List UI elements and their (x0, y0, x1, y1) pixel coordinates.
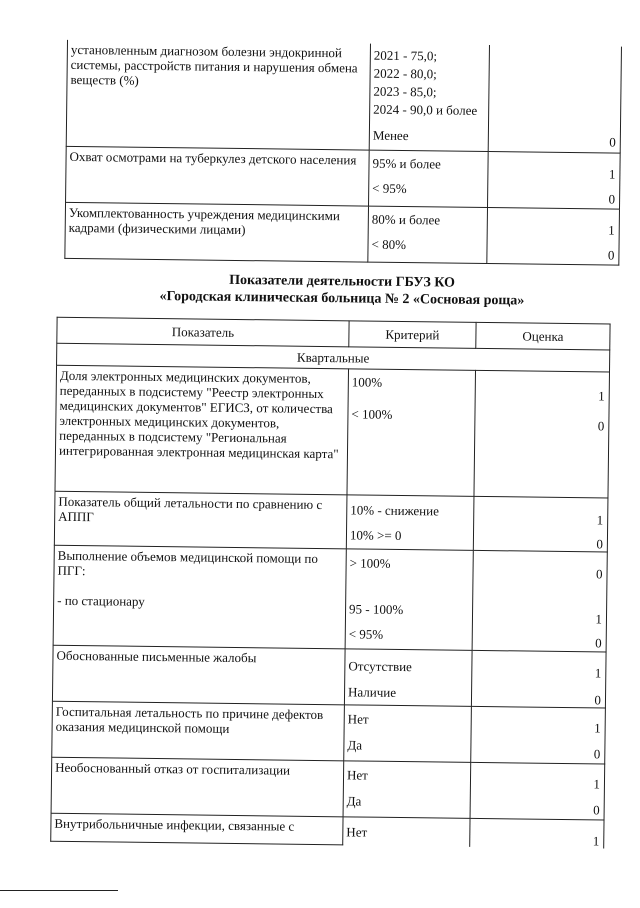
indicator-subtext: - по стационару (57, 592, 145, 609)
table-row (51, 813, 604, 848)
score-value: 0 (595, 566, 603, 582)
criterion-text: < 100% (351, 406, 393, 422)
score-cell (472, 550, 607, 652)
score-value: 1 (594, 720, 601, 736)
indicator-cell (65, 202, 369, 262)
indicator-text: установленным диагнозом болезни эндокринной системы, расстройств питания и нарушения обмена веществ (%) (70, 41, 358, 88)
criterion-text: Менее (372, 127, 409, 144)
table-row (65, 202, 620, 265)
table-row (55, 365, 609, 498)
score-value: 0 (609, 134, 616, 150)
score-value: 1 (593, 776, 601, 792)
indicator-text: Необоснованный отказ от госпитализации (55, 759, 291, 778)
indicator-cell (51, 813, 343, 845)
criterion-text: 100% (351, 374, 383, 390)
criterion-text: 2023 - 85,0; (373, 83, 437, 100)
criterion-cell (344, 705, 472, 763)
score-cell (470, 818, 604, 848)
criterion-cell (345, 549, 473, 651)
criterion-text: 95 - 100% (348, 601, 404, 618)
criterion-cell (369, 150, 489, 207)
criterion-cell (344, 649, 472, 707)
score-cell (474, 370, 610, 498)
criterion-text: Наличие (347, 684, 397, 700)
criterion-text: 10% >= 0 (349, 527, 402, 544)
indicators-table (50, 317, 610, 849)
column-header-score: Оценка (476, 322, 610, 350)
score-cell (470, 762, 605, 820)
score-value: 1 (592, 833, 600, 849)
criterion-text: Нет (347, 711, 369, 727)
score-value: 1 (598, 388, 605, 404)
indicator-cell (52, 701, 345, 761)
indicator-cell (51, 757, 344, 817)
quarterly-subheader: Квартальные (57, 343, 610, 372)
indicator-text: Обоснованные письменные жалобы (56, 647, 257, 666)
score-cell (487, 207, 620, 265)
column-header-indicator: Показатель (57, 317, 349, 347)
score-value: 0 (593, 746, 601, 762)
indicator-cell (53, 545, 346, 649)
table-row (66, 40, 621, 153)
score-value: 0 (593, 802, 600, 818)
criterion-text: 2022 - 80,0; (373, 65, 437, 82)
criterion-cell (369, 44, 489, 151)
indicator-cell (66, 146, 370, 206)
criterion-text: < 95% (348, 626, 384, 642)
score-cell (473, 496, 608, 552)
table-row (54, 491, 608, 552)
criterion-cell (346, 495, 474, 551)
indicator-cell (66, 40, 370, 150)
indicator-text: Доля электронных медицинских документов, переданных в подсистему "Реестр электронных медицинских документов" ЕГИСЗ, от количества электронных медицинских документов, переданных в подсистему "Региональная интегрированная электронная медицинская карта" (58, 367, 339, 462)
criterion-cell (343, 761, 471, 819)
indicator-cell (55, 365, 349, 495)
criterion-text: Нет (346, 824, 368, 840)
criterion-cell (347, 369, 476, 497)
criterion-text: < 95% (372, 180, 407, 196)
score-value: 0 (595, 635, 602, 651)
footnote-rule (0, 890, 118, 891)
criterion-text: < 80% (371, 236, 407, 252)
indicator-cell (54, 491, 347, 549)
column-header-criterion: Критерий (349, 321, 476, 349)
indicator-text: Показатель общий летальности по сравнению с АППГ (58, 493, 323, 525)
table-row (66, 146, 621, 209)
score-cell (471, 650, 606, 708)
table-row (52, 645, 606, 708)
score-value: 0 (608, 191, 616, 207)
criterion-text: 95% и более (372, 155, 441, 171)
criterion-text: 10% - снижение (350, 502, 439, 519)
score-value: 1 (595, 611, 603, 627)
criterion-cell (343, 817, 470, 847)
score-cell (471, 706, 606, 764)
criterion-text: Да (347, 737, 363, 753)
score-value: 1 (608, 166, 616, 182)
criterion-text: > 100% (349, 555, 391, 571)
score-value: 1 (596, 512, 604, 528)
score-value: 0 (597, 418, 605, 434)
indicator-text: Внутрибольничные инфекции, связанные с (54, 815, 295, 834)
section-title-line-2: «Городская клиническая больница № 2 «Сосновая роща» (159, 289, 525, 309)
criterion-text: 80% и более (371, 211, 441, 227)
criterion-text: Да (346, 793, 362, 809)
table-row (51, 757, 605, 820)
score-value: 1 (594, 665, 602, 681)
criterion-text: 2024 - 90,0 и более (373, 101, 478, 118)
table-row (52, 701, 606, 764)
indicator-text: Охват осмотрами на туберкулез детского населения (69, 148, 357, 167)
indicator-text: Укомплектованность учреждения медицинскими кадрами (физическими лицами) (68, 204, 340, 237)
indicator-cell (52, 645, 345, 705)
score-value: 0 (594, 692, 602, 708)
indicator-text: Выполнение объемов медицинской помощи по ПГГ: (57, 547, 319, 579)
table-row (53, 545, 607, 652)
indicator-text: Госпитальная летальность по причине дефектов оказания медицинской помощи (55, 703, 324, 736)
criterion-text: Отсутствие (348, 658, 412, 675)
score-cell (488, 45, 621, 153)
score-value: 0 (596, 536, 603, 552)
criterion-cell (368, 206, 488, 263)
score-cell (488, 151, 621, 209)
score-value: 1 (608, 222, 615, 238)
criterion-text: 2021 - 75,0; (373, 47, 438, 64)
criterion-text: Нет (346, 767, 368, 783)
score-value: 0 (607, 247, 615, 263)
section-title-line-1: Показатели деятельности ГБУЗ КО (229, 272, 456, 291)
indicators-table-continued (64, 40, 622, 265)
